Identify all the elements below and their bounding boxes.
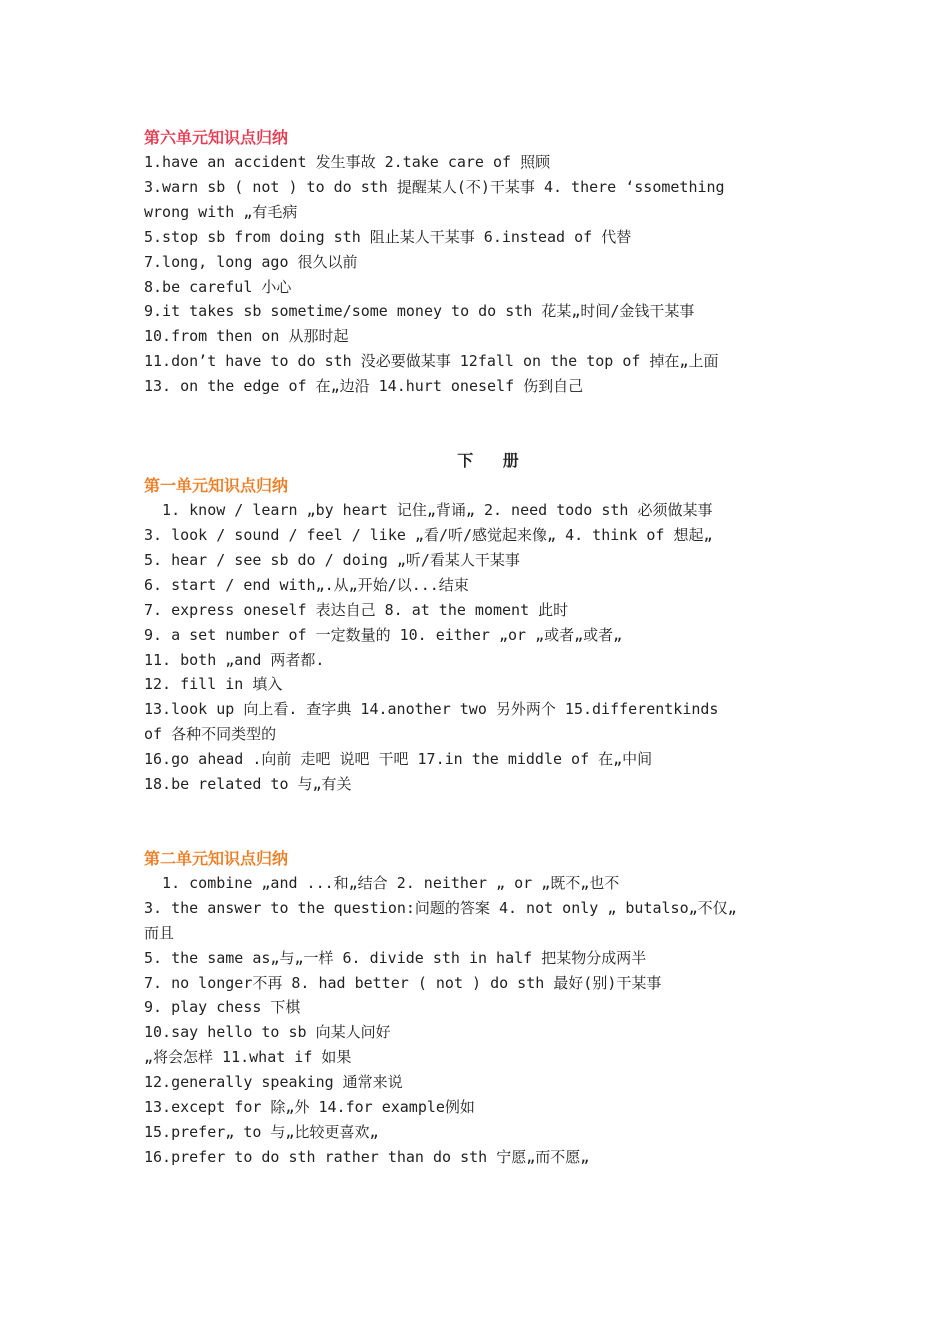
- document-content: [144, 125, 814, 1170]
- list-item: 3. the answer to the question:问题的答案 4. not only „ butalso„不仅„: [144, 898, 737, 917]
- list-item: of 各种不同类型的: [144, 725, 277, 744]
- list-item: 11. both „and 两者都.: [144, 650, 325, 669]
- list-item: 7.long, long ago 很久以前: [144, 252, 358, 271]
- section-unit-2-list: [144, 871, 814, 1170]
- list-item: 1.have an accident 发生事故 2.take care of 照顾: [144, 153, 551, 171]
- list-item: 13.look up 向上看. 查字典 14.another two 另外两个 15.differentkinds: [144, 700, 719, 719]
- list-item: 9. a set number of 一定数量的 10. either „or „或者„或者„: [144, 625, 623, 644]
- section-unit-1-list: [144, 498, 814, 797]
- section-heading-unit-2: 第二单元知识点归纳: [144, 848, 289, 868]
- list-item: „将会怎样 11.what if 如果: [144, 1048, 352, 1067]
- list-item: 3. look / sound / feel / like „看/听/感觉起来像„ 4. think of 想起„: [144, 525, 713, 544]
- list-item: 12. fill in 填入: [144, 675, 283, 694]
- list-item: 5. hear / see sb do / doing „听/看某人干某事: [144, 550, 520, 569]
- list-item: 13. on the edge of 在„边沿 14.hurt oneself 伤到自己: [144, 377, 584, 396]
- list-item: 6. start / end with„.从„开始/以...结束: [144, 575, 469, 594]
- list-item: 1. know / learn „by heart 记住„背诵„ 2. need todo sth 必须做某事: [144, 501, 713, 520]
- list-item: 7. no longer不再 8. had better ( not ) do sth 最好(别)干某事: [144, 973, 662, 992]
- list-item: 10.from then on 从那时起: [144, 327, 349, 346]
- list-item: 而且: [144, 923, 175, 942]
- list-item: 9. play chess 下棋: [144, 998, 301, 1017]
- list-item: 15.prefer„ to 与„比较更喜欢„: [144, 1123, 379, 1141]
- list-item: 3.warn sb ( not ) to do sth 提醒某人(不)干某事 4. there ‘ssomething: [144, 177, 725, 196]
- list-item: 18.be related to 与„有关: [144, 775, 352, 794]
- list-item: 1. combine „and ...和„结合 2. neither „ or „既不„也不: [144, 873, 620, 892]
- list-item: 10.say hello to sb 向某人问好: [144, 1023, 391, 1042]
- volume-title: 下 册: [457, 451, 531, 471]
- list-item: 16.go ahead .向前 走吧 说吧 干吧 17.in the middle of 在„中间: [144, 750, 653, 769]
- list-item: 5. the same as„与„一样 6. divide sth in half 把某物分成两半: [144, 948, 647, 967]
- list-item: 5.stop sb from doing sth 阻止某人干某事 6.instead of 代替: [144, 227, 632, 246]
- list-item: 16.prefer to do sth rather than do sth 宁愿„而不愿„: [144, 1147, 590, 1166]
- section-unit-6-list: [144, 150, 814, 399]
- list-item: wrong with „有毛病: [144, 202, 298, 221]
- section-heading-unit-1: 第一单元知识点归纳: [144, 476, 289, 496]
- list-item: 8.be careful 小心: [144, 277, 292, 296]
- list-item: 13.except for 除„外 14.for example例如: [144, 1098, 475, 1117]
- spacer: [144, 797, 814, 846]
- list-item: 7. express oneself 表达自己 8. at the moment 此时: [144, 600, 569, 619]
- spacer: [144, 399, 814, 448]
- list-item: 9.it takes sb sometime/some money to do sth 花某„时间/金钱干某事: [144, 302, 695, 321]
- list-item: 12.generally speaking 通常来说: [144, 1073, 403, 1092]
- section-heading-unit-6: 第六单元知识点归纳: [144, 128, 289, 147]
- list-item: 11.don’t have to do sth 没必要做某事 12fall on the top of 掉在„上面: [144, 352, 719, 371]
